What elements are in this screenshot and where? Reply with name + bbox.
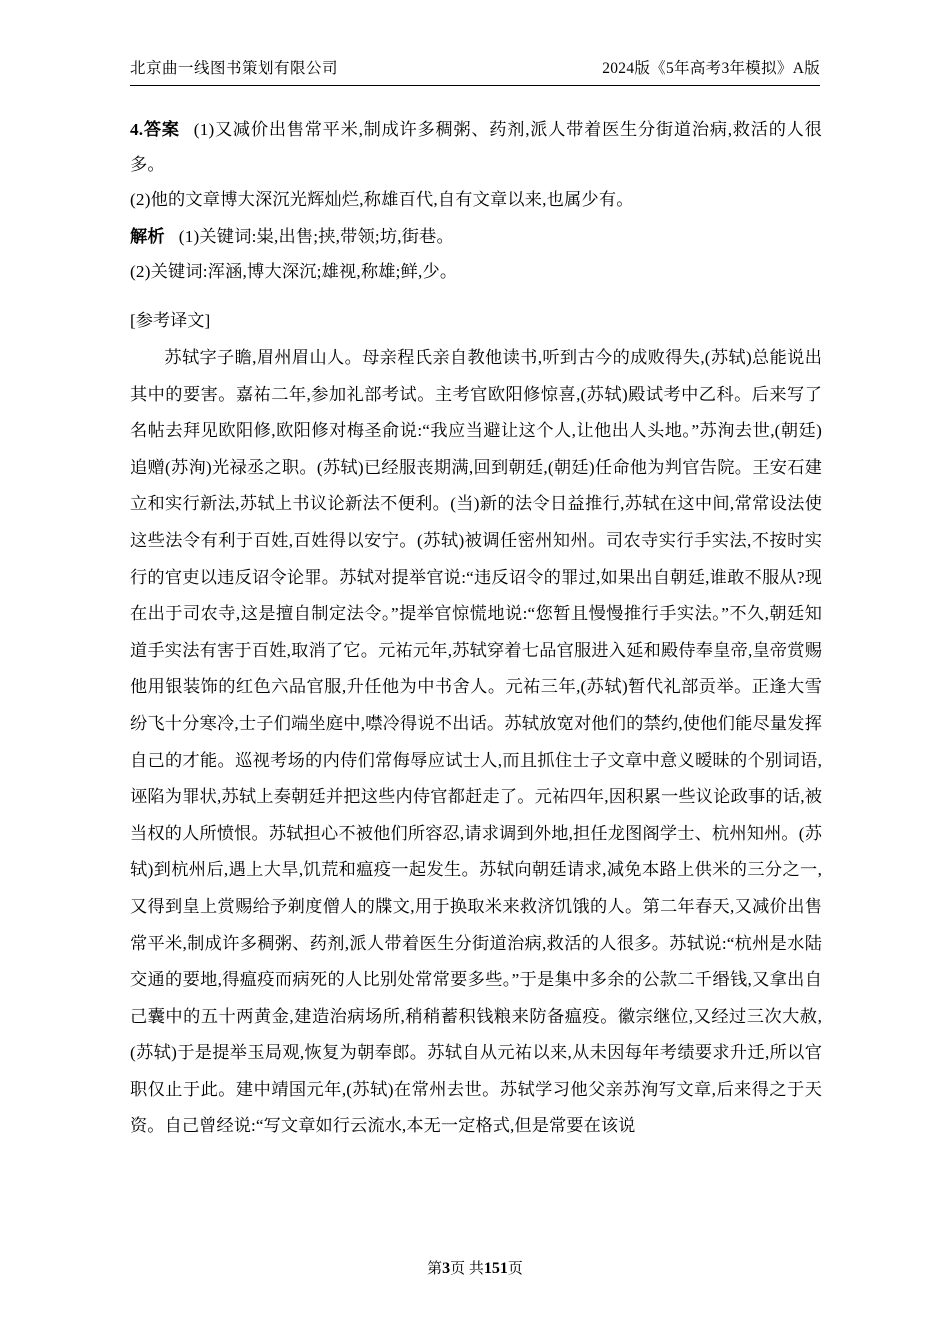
header-publisher: 北京曲一线图书策划有限公司 xyxy=(130,60,339,77)
analysis-block xyxy=(130,219,822,289)
answer-item-1: (1)又减价出售常平米,制成许多稠粥、药剂,派人带着医生分街道治病,救活的人很多。 xyxy=(130,120,822,174)
translation-body: 苏轼字子瞻,眉州眉山人。母亲程氏亲自教他读书,听到古今的成败得失,(苏轼)总能说出其中的要害。嘉祐二年,参加礼部考试。主考官欧阳修惊喜,(苏轼)殿试考中乙科。后来写了名帖去拜见欧阳修,欧阳修对梅圣俞说:“我应当避让这个人,让他出人头地。”苏洵去世,(朝廷)追赠(苏洵)光禄丞之职。(苏轼)已经服丧期满,回到朝廷,(朝廷)任命他为判官告院。王安石建立和实行新法,苏轼上书议论新法不便利。(当)新的法令日益推行,苏轼在这中间,常常设法使这些法令有利于百姓,百姓得以安宁。(苏轼)被调任密州知州。司农寺实行手实法,不按时实行的官吏以违反诏令论罪。苏轼对提举官说:“违反诏令的罪过,如果出自朝廷,谁敢不服从?现在出于司农寺,这是擅自制定法令。”提举官惊慌地说:“您暂且慢慢推行手实法。”不久,朝廷知道手实法有害于百姓,取消了它。元祐元年,苏轼穿着七品官服进入延和殿侍奉皇帝,皇帝赏赐他用银装饰的红色六品官服,升任他为中书舍人。元祐三年,(苏轼)暂代礼部贡举。正逢大雪纷飞十分寒冷,士子们端坐庭中,噤冷得说不出话。苏轼放宽对他们的禁约,使他们能尽量发挥自己的才能。巡视考场的内侍们常侮辱应试士人,而且抓住士子文章中意义暧昧的个别词语,诬陷为罪状,苏轼上奏朝廷并把这些内侍官都赶走了。元祐四年,因积累一些议论政事的话,被当权的人所愤恨。苏轼担心不被他们所容忍,请求调到外地,担任龙图阁学士、杭州知州。(苏轼)到杭州后,遇上大旱,饥荒和瘟疫一起发生。苏轼向朝廷请求,减免本路上供米的三分之一,又得到皇上赏赐给予剃度僧人的牒文,用于换取米来救济饥饿的人。第二年春天,又减价出售常平米,制成许多稠粥、药剂,派人带着医生分街道治病,救活的人很多。苏轼说:“杭州是水陆交通的要地,得瘟疫而病死的人比别处常常要多些。”于是集中多余的公款二千缗钱,又拿出自己囊中的五十两黄金,建造治病场所,稍稍蓄积钱粮来防备瘟疫。徽宗继位,又经过三次大赦,(苏轼)于是提举玉局观,恢复为朝奉郎。苏轼自从元祐以来,从未因每年考绩要求升迁,所以官职仅止于此。建中靖国元年,(苏轼)在常州去世。苏轼学习他父亲苏洵写文章,后来得之于天资。自己曾经说:“写文章如行云流水,本无一定格式,但是常要在该说 xyxy=(130,348,822,1136)
page-content xyxy=(130,112,822,1145)
translation-title: [参考译文] xyxy=(130,311,211,330)
footer-total-pages: 151 xyxy=(483,1260,508,1277)
footer-suffix: 页 xyxy=(507,1261,523,1277)
analysis-item-1: (1)关键词:粜,出售;挟,带领;坊,街巷。 xyxy=(178,227,454,246)
analysis-line-2 xyxy=(130,254,822,289)
answer-line-1 xyxy=(130,112,822,182)
footer-page-number: 3 xyxy=(442,1260,451,1277)
header-edition: 2024版《5年高考3年模拟》A版 xyxy=(602,60,820,77)
answer-item-2: (2)他的文章博大深沉光辉灿烂,称雄百代,自有文章以来,也属少有。 xyxy=(130,190,634,209)
answer-line-2 xyxy=(130,182,822,217)
footer-middle: 页 共 xyxy=(450,1261,484,1277)
analysis-line-1 xyxy=(130,219,822,254)
answer-label: 4.答案 xyxy=(130,120,180,139)
analysis-item-2: (2)关键词:浑涵,博大深沉;雄视,称雄;鲜,少。 xyxy=(130,262,458,281)
answer-block xyxy=(130,112,822,217)
page-header xyxy=(130,60,820,86)
analysis-label: 解析 xyxy=(130,227,165,246)
page-footer xyxy=(0,1257,950,1278)
footer-prefix: 第 xyxy=(427,1261,443,1277)
